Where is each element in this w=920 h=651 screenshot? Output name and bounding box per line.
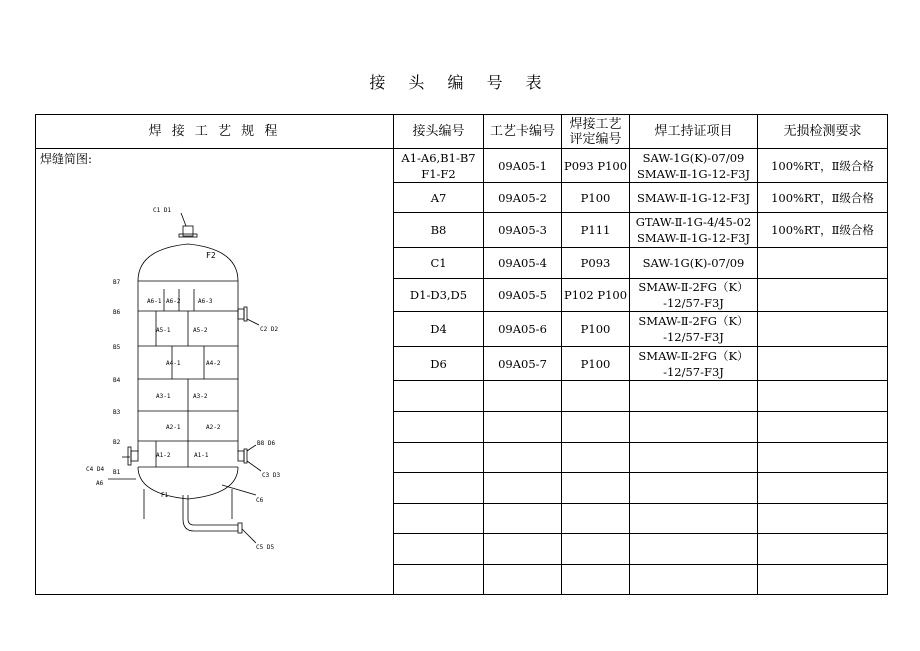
header-ndt: 无损检测要求 — [758, 115, 888, 149]
header-pqr-line1: 焊接工艺 — [569, 116, 622, 132]
label-b5: B5 — [113, 344, 121, 351]
ndt-cell: 100%RT，Ⅱ级合格 — [758, 149, 888, 183]
cert-cell — [630, 213, 758, 248]
header-joint-no: 接头编号 — [394, 115, 484, 149]
header-procedure: 焊 接 工 艺 规 程 — [36, 115, 394, 149]
ndt-cell: 100%RT，Ⅱ级合格 — [758, 183, 888, 213]
cert-line1: SMAW-Ⅱ-2FG（K） — [638, 314, 749, 328]
label-a1-2: A1-2 — [156, 452, 171, 459]
ndt-cell — [758, 248, 888, 279]
label-a2-2: A2-2 — [206, 424, 221, 431]
card-cell: 09A05-1 — [484, 149, 562, 183]
top-flange — [179, 234, 197, 237]
card-cell: 09A05-4 — [484, 248, 562, 279]
weld-diagram-cell — [36, 149, 394, 595]
header-card-no: 工艺卡编号 — [484, 115, 562, 149]
pqr-cell: P093 P100 — [562, 149, 630, 183]
pqr-cell: P100 — [562, 347, 630, 381]
header-pqr — [562, 115, 630, 149]
header-welder-cert: 焊工持证项目 — [630, 115, 758, 149]
joint-line1: A1-A6,B1-B7 — [401, 150, 476, 165]
joint-cell: D6 — [394, 347, 484, 381]
cert-line2: SMAW-Ⅱ-1G-12-F3J — [636, 231, 751, 245]
top-nozzle — [183, 226, 193, 236]
cert-line2: -12/57-F3J — [663, 330, 724, 344]
joint-cell: C1 — [394, 248, 484, 279]
label-b4: B4 — [113, 377, 121, 384]
label-a3-2: A3-2 — [193, 393, 208, 400]
label-a1-1: A1-1 — [194, 452, 209, 459]
label-c2d2: C2 D2 — [260, 326, 279, 333]
card-cell: 09A05-5 — [484, 279, 562, 312]
table-row — [36, 149, 888, 183]
card-cell: 09A05-3 — [484, 213, 562, 248]
joint-cell — [394, 149, 484, 183]
ndt-cell — [758, 312, 888, 347]
joint-number-table — [35, 114, 888, 595]
label-a6: A6 — [96, 480, 104, 487]
cert-line1: SAW-1G(K)-07/09 — [642, 150, 745, 165]
label-a2-1: A2-1 — [166, 424, 181, 431]
joint-line2: F1-F2 — [421, 166, 456, 181]
label-b7: B7 — [113, 279, 121, 286]
c1d1-leader — [181, 213, 186, 226]
pqr-cell: P100 — [562, 183, 630, 213]
page-title: 接 头 编 号 表 — [369, 73, 551, 92]
ndt-cell — [758, 347, 888, 381]
label-c5d5: C5 D5 — [256, 544, 275, 551]
label-b3: B3 — [113, 409, 121, 416]
weld-diagram-label: 焊缝简图: — [40, 152, 93, 166]
label-a6-2: A6-2 — [166, 298, 181, 305]
label-c4d4: C4 D4 — [86, 466, 105, 473]
label-b6: B6 — [113, 309, 121, 316]
ndt-cell: 100%RT，Ⅱ级合格 — [758, 213, 888, 248]
pqr-cell: P093 — [562, 248, 630, 279]
label-f1: F1 — [161, 492, 169, 499]
cert-line2: SMAW-Ⅱ-1G-12-F3J — [636, 166, 751, 181]
pqr-cell: P102 P100 — [562, 279, 630, 312]
label-a6-1: A6-1 — [147, 298, 162, 305]
bottom-head — [138, 467, 238, 499]
label-c3d3: C3 D3 — [262, 472, 281, 479]
label-b8d6: B8 D6 — [257, 440, 276, 447]
label-a4-2: A4-2 — [206, 360, 221, 367]
label-a5-2: A5-2 — [193, 327, 208, 334]
pqr-cell: P100 — [562, 312, 630, 347]
cert-line1: SMAW-Ⅱ-2FG（K） — [638, 348, 749, 363]
cert-cell: SAW-1G(K)-07/09 — [630, 248, 758, 279]
cert-cell — [630, 149, 758, 183]
joint-cell: D1-D3,D5 — [394, 279, 484, 312]
pqr-cell: P111 — [562, 213, 630, 248]
header-row — [36, 115, 888, 149]
label-a6-3: A6-3 — [198, 298, 213, 305]
joint-cell: A7 — [394, 183, 484, 213]
label-c1d1: C1 D1 — [153, 207, 172, 214]
label-a5-1: A5-1 — [156, 327, 171, 334]
label-b1: B1 — [113, 469, 121, 476]
card-cell: 09A05-2 — [484, 183, 562, 213]
label-a4-1: A4-1 — [166, 360, 181, 367]
label-f2: F2 — [206, 251, 216, 260]
cert-cell — [630, 312, 758, 347]
cert-line2: -12/57-F3J — [663, 364, 724, 379]
cert-line1: SMAW-Ⅱ-2FG（K） — [638, 280, 749, 294]
header-pqr-line2: 评定编号 — [569, 131, 622, 147]
cert-cell — [630, 279, 758, 312]
cert-cell: SMAW-Ⅱ-1G-12-F3J — [630, 183, 758, 213]
label-a3-1: A3-1 — [156, 393, 171, 400]
top-head — [138, 244, 238, 281]
card-cell: 09A05-6 — [484, 312, 562, 347]
joint-cell: B8 — [394, 213, 484, 248]
ndt-cell — [758, 279, 888, 312]
label-b2: B2 — [113, 439, 121, 446]
joint-cell: D4 — [394, 312, 484, 347]
cert-line2: -12/57-F3J — [663, 296, 724, 310]
cert-cell — [630, 347, 758, 381]
label-c6: C6 — [256, 497, 264, 504]
vessel-weld-diagram — [76, 189, 366, 551]
cert-line1: GTAW-Ⅱ-1G-4/45-02 — [635, 215, 752, 229]
card-cell: 09A05-7 — [484, 347, 562, 381]
